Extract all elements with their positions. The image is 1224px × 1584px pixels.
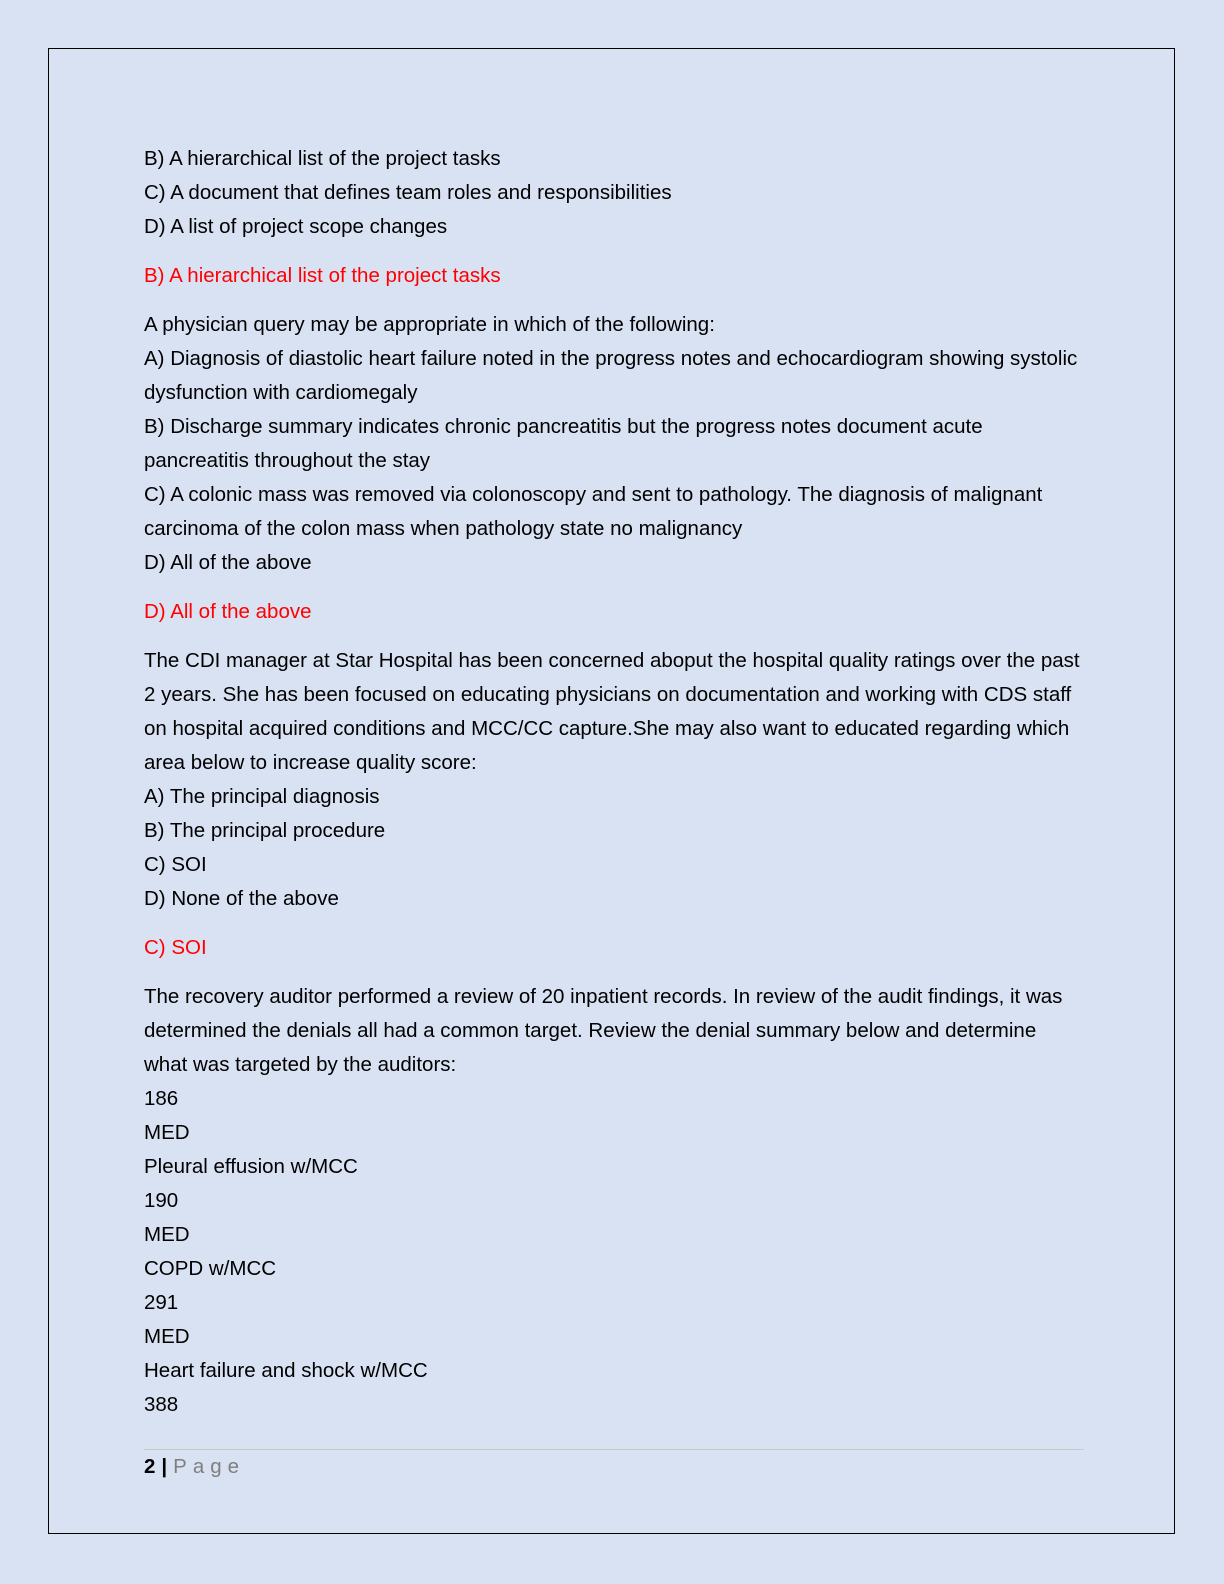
page-footer — [144, 1452, 245, 1482]
question-text: The recovery auditor performed a review of 20 inpatient records. In review of the audit findings, it was determined the denials all had a common target. Review the denial summary below and determine what was targeted by the auditors: — [144, 985, 1063, 1076]
document-body — [144, 142, 1084, 1422]
footer-divider — [144, 1449, 1084, 1450]
answer: C) SOI — [144, 936, 207, 959]
list-item: Pleural effusion w/MCC — [144, 1155, 358, 1178]
option-d: D) None of the above — [144, 887, 339, 910]
list-item: 190 — [144, 1189, 179, 1212]
list-item: 186 — [144, 1087, 179, 1110]
option-d: D) A list of project scope changes — [144, 215, 448, 238]
option-c: C) A colonic mass was removed via colonoscopy and sent to pathology. The diagnosis of malignant carcinoma of the colon mass when pathology state no malignancy — [144, 483, 1043, 540]
list-item: Heart failure and shock w/MCC — [144, 1359, 428, 1382]
option-a: A) Diagnosis of diastolic heart failure noted in the progress notes and echocardiogram showing systolic dysfunction with cardiomegaly — [144, 347, 1078, 404]
option-b: B) Discharge summary indicates chronic pancreatitis but the progress notes document acute pancreatitis throughout the stay — [144, 415, 983, 472]
option-c: C) A document that defines team roles and responsibilities — [144, 181, 672, 204]
question-2 — [144, 308, 1084, 629]
question-text: A physician query may be appropriate in which of the following: — [144, 313, 715, 336]
list-item: MED — [144, 1121, 190, 1144]
question-text: The CDI manager at Star Hospital has been concerned aboput the hospital quality ratings over the past 2 years. She has been focused on educating physicians on documentation and working with CDS staff on hospital acquired conditions and MCC/CC capture.She may also want to educated regarding which area below to increase quality score: — [144, 649, 1080, 774]
option-b: B) A hierarchical list of the project tasks — [144, 147, 501, 170]
question-4 — [144, 980, 1084, 1422]
list-item: MED — [144, 1325, 190, 1348]
list-item: COPD w/MCC — [144, 1257, 277, 1280]
option-d: D) All of the above — [144, 551, 312, 574]
list-item: 388 — [144, 1393, 179, 1416]
page-label: Page — [173, 1455, 246, 1478]
answer: D) All of the above — [144, 600, 312, 623]
question-3 — [144, 644, 1084, 965]
list-item: MED — [144, 1223, 190, 1246]
option-c: C) SOI — [144, 853, 207, 876]
list-item: 291 — [144, 1291, 179, 1314]
answer: B) A hierarchical list of the project tasks — [144, 264, 501, 287]
question-1 — [144, 142, 1084, 293]
footer-separator: | — [161, 1455, 168, 1478]
page-number: 2 — [144, 1455, 156, 1478]
option-b: B) The principal procedure — [144, 819, 386, 842]
option-a: A) The principal diagnosis — [144, 785, 380, 808]
